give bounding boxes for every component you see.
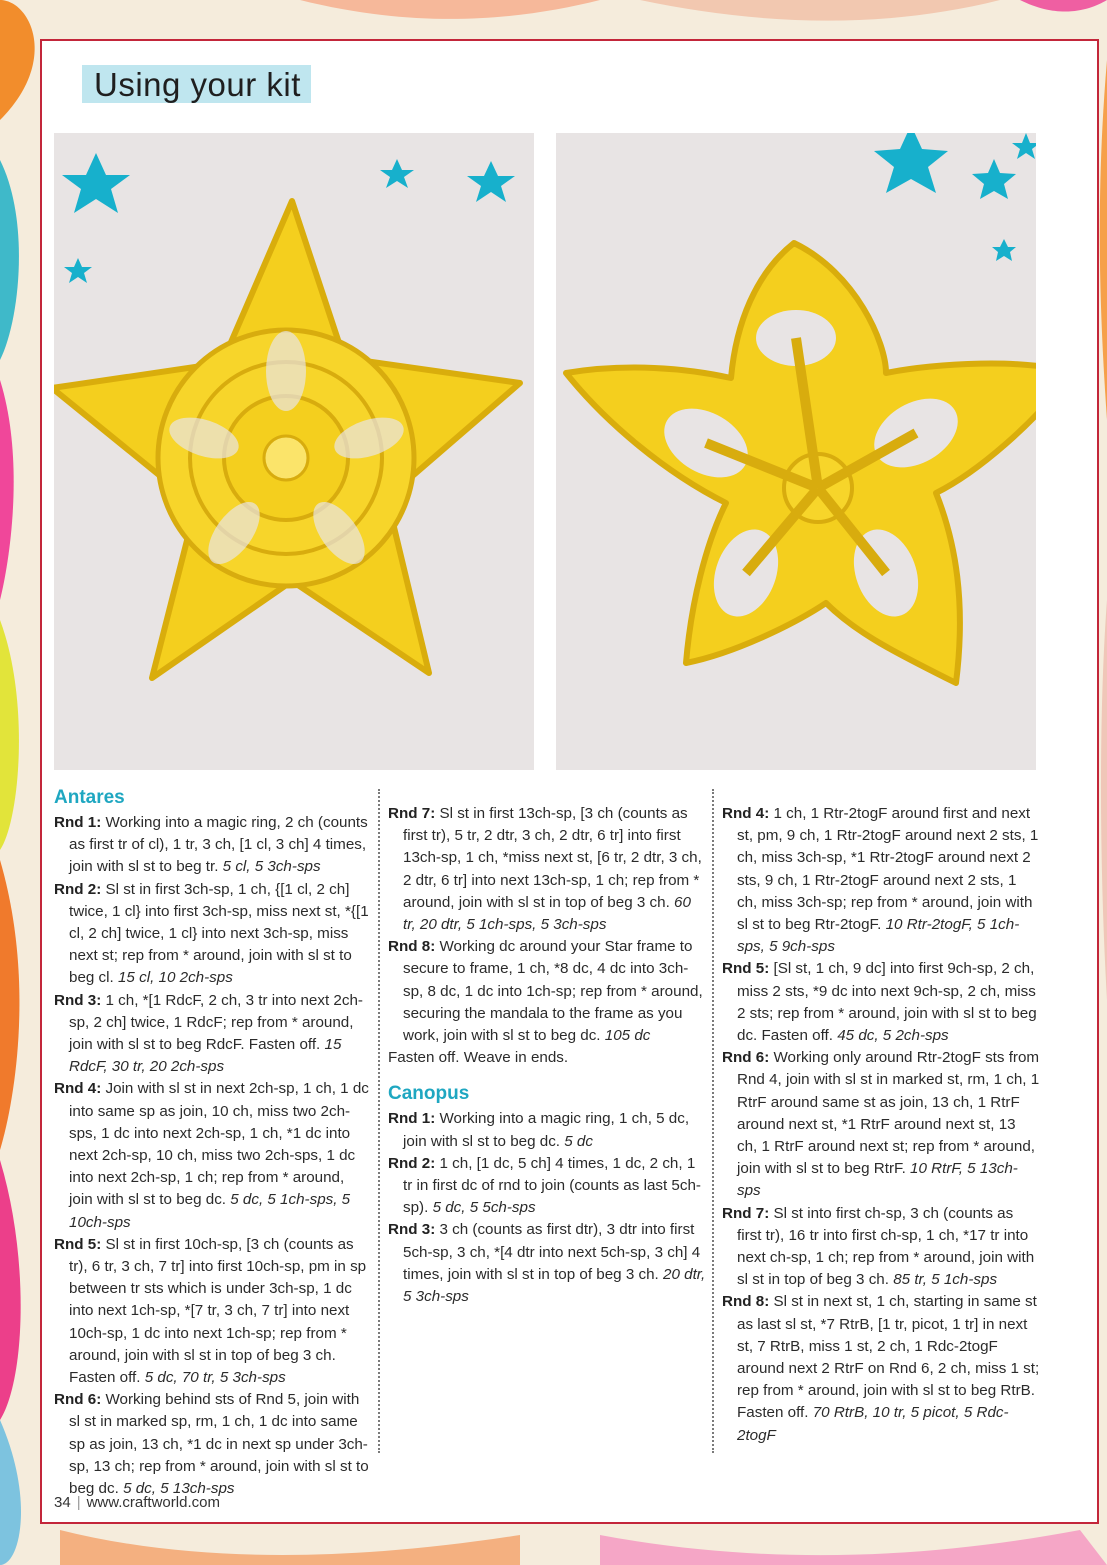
stitch-count: 45 dc, 5 2ch-sps (837, 1027, 949, 1045)
column-divider (712, 789, 714, 1453)
round-text: 1 ch, 1 Rtr-2togF around first and next st, pm, 9 ch, 1 Rtr-2togF around next 2 sts, 1 ch, miss 3ch-sp, *1 Rtr-2togF around next 2 sts, 9 ch, 1 Rtr-2togF around next 2 sts, 1 ch, miss 3ch-sp; rep from * around, join with sl st to beg Rtr-2togF. (737, 805, 1039, 934)
stitch-count: 10 RtrF, 5 13ch-sps (737, 1160, 1018, 1200)
round-label: Rnd 8: (388, 938, 436, 956)
round-label: Rnd 5: (722, 960, 770, 978)
round-text: Join with sl st in next 2ch-sp, 1 ch, 1 dc into same sp as join, 10 ch, miss two 2ch-sps, 1 dc into next 2ch-sp, 1 ch, *1 dc into next 2ch-sp, 10 ch, miss two 2ch-sps, 1 dc into next 2ch-sp, 1 ch; rep from * around, join with sl st to beg dc. (69, 1080, 369, 1209)
stitch-count: 10 Rtr-2togF, 5 1ch-sps, 5 9ch-sps (737, 916, 1020, 956)
round-text: [Sl st, 1 ch, 9 dc] into first 9ch-sp, 2 ch, miss 2 sts, *9 dc into next 9ch-sp, 2 ch, miss 2 sts; rep from * around, join with sl st to beg dc. Fasten off. (737, 960, 1037, 1045)
round-instruction (54, 1078, 372, 1233)
round-instruction (388, 1219, 706, 1308)
column-divider (378, 789, 380, 1453)
round-text: Sl st in first 10ch-sp, [3 ch (counts as tr), 6 tr, 3 ch, 7 tr] into first 10ch-sp, pm in sp between tr sts which is under 3ch-sp, 1 dc into next 1ch-sp, *[7 tr, 3 ch, 7 tr] into next 10ch-sp, 1 dc into next 1ch-sp; rep from * around, join with sl st in top of beg 3 ch. Fasten off. (69, 1235, 367, 1387)
round-instruction (722, 803, 1040, 958)
round-label: Rnd 6: (722, 1049, 770, 1067)
round-label: Rnd 2: (54, 880, 102, 898)
stitch-count: 20 dtr, 5 3ch-sps (403, 1265, 706, 1306)
stitch-count: 105 dc (604, 1027, 651, 1045)
pattern-column-1 (54, 785, 372, 1500)
round-label: Rnd 7: (388, 805, 436, 822)
round-instruction (722, 958, 1040, 1047)
round-label: Rnd 8: (722, 1293, 770, 1311)
pattern-column-3 (722, 803, 1040, 1447)
canopus-title: Canopus (388, 1083, 470, 1105)
stitch-count: 5 dc, 5 13ch-sps (123, 1480, 235, 1498)
round-instruction (54, 879, 372, 990)
stitch-count: 70 RtrB, 10 tr, 5 picot, 5 Rdc-2togF (737, 1404, 1009, 1444)
magazine-page (40, 39, 1099, 1524)
page-number: 34 (54, 1494, 71, 1511)
round-label: Rnd 3: (54, 991, 102, 1009)
website-link[interactable]: www.craftworld.com (86, 1494, 220, 1511)
round-instruction (388, 936, 706, 1047)
round-text: Working into a magic ring, 1 ch, 5 dc, join with sl st to beg dc. (403, 1110, 690, 1150)
round-label: Rnd 3: (388, 1221, 436, 1239)
round-label: Rnd 1: (388, 1110, 436, 1128)
finishing-note: Fasten off. Weave in ends. (388, 1049, 569, 1067)
round-text: 1 ch, [1 dc, 5 ch] 4 times, 1 dc, 2 ch, 1 tr in first dc of rnd to join (counts as last 5ch-sp). (403, 1154, 701, 1217)
round-label: Rnd 7: (722, 1204, 770, 1222)
round-label: Rnd 4: (722, 805, 770, 822)
stitch-count: 5 dc, 70 tr, 5 3ch-sps (144, 1369, 286, 1387)
round-instruction (722, 1291, 1040, 1446)
round-text: Working only around Rtr-2togF sts from Rnd 4, join with sl st in marked st, rm, 1 ch, 1 RtrF around same st as join, 13 ch, 1 RtrF around next st, *1 RtrF around next st, 13 ch, 1 RtrF around next st; rep from * around, join with sl st to beg RtrF. (737, 1049, 1040, 1178)
antares-title: Antares (54, 787, 125, 808)
stitch-count: 5 dc (564, 1132, 593, 1150)
page-footer (54, 1494, 220, 1511)
round-label: Rnd 5: (54, 1235, 102, 1253)
round-instruction (722, 1203, 1040, 1292)
pattern-column-2 (388, 803, 706, 1308)
round-instruction (388, 1153, 706, 1220)
stitch-count: 5 dc, 5 1ch-sps, 5 10ch-sps (69, 1191, 351, 1231)
round-text: Sl st in next st, 1 ch, starting in same st as last sl st, *7 RtrB, [1 tr, picot, 1 tr] in next st, 7 RtrB, miss 1 st, 2 ch, 1 Rdc-2togF around next 2 RtrF on Rnd 6, 2 ch, miss 1 st; rep from * around, join with sl st to beg RtrB. Fasten off. (737, 1293, 1040, 1422)
round-label: Rnd 2: (388, 1154, 436, 1172)
stitch-count: 15 cl, 10 2ch-sps (117, 969, 233, 987)
round-instruction (388, 803, 706, 936)
round-label: Rnd 6: (54, 1391, 102, 1409)
footer-separator: | (76, 1494, 81, 1511)
round-instruction (54, 1389, 372, 1500)
round-text: Working behind sts of Rnd 5, join with sl st in marked sp, rm, 1 ch, 1 dc into same sp as join, 13 ch, *1 dc in next sp under 3ch-sp, 13 ch; rep from * around, join with sl st to beg dc. (69, 1391, 369, 1498)
round-text: 1 ch, *[1 RdcF, 2 ch, 3 tr into next 2ch-sp, 2 ch] twice, 1 RdcF; rep from * around, join with sl st to beg RdcF. Fasten off. (69, 991, 363, 1054)
stitch-count: 60 tr, 20 dtr, 5 1ch-sps, 5 3ch-sps (403, 893, 691, 934)
canopus-photo (556, 133, 1036, 770)
round-instruction (722, 1047, 1040, 1202)
round-text: 3 ch (counts as first dtr), 3 dtr into first 5ch-sp, 3 ch, *[4 dtr into next 5ch-sp, 3 ch] 4 times, join with sl st in top of beg 3 ch. (403, 1221, 701, 1283)
round-label: Rnd 1: (54, 814, 102, 831)
round-label: Rnd 4: (54, 1080, 102, 1098)
round-text: Sl st into first ch-sp, 3 ch (counts as first tr), 16 tr into first ch-sp, 1 ch, *17 tr into next ch-sp, 1 ch; rep from * around, join with sl st in top of beg 3 ch. (737, 1204, 1035, 1289)
stitch-count: 5 dc, 5 5ch-sps (432, 1199, 536, 1217)
round-instruction (54, 990, 372, 1079)
stitch-count: 85 tr, 5 1ch-sps (893, 1271, 998, 1289)
stitch-count: 15 RdcF, 30 tr, 20 2ch-sps (69, 1036, 342, 1076)
round-instruction (54, 812, 372, 879)
page-heading: Using your kit (82, 65, 311, 103)
stitch-count: 5 cl, 5 3ch-sps (222, 858, 321, 876)
antares-photo (54, 133, 534, 770)
round-text: Working dc around your Star frame to secure to frame, 1 ch, *8 dc, 4 dc into 3ch-sp, 8 dc, 1 dc into 1ch-sp; rep from * around, securing the mandala to the frame as you work, join with sl st to beg dc. (403, 938, 703, 1045)
round-instruction (54, 1234, 372, 1389)
round-text: Working into a magic ring, 2 ch (counts as first tr of cl), 1 tr, 3 ch, [1 cl, 3 ch] 4 times, join with sl st to beg tr. (69, 814, 368, 876)
round-instruction (388, 1108, 706, 1152)
round-text: Sl st in first 3ch-sp, 1 ch, {[1 cl, 2 ch] twice, 1 cl} into first 3ch-sp, miss next st, *{[1 cl, 2 ch] twice, 1 cl} into next 3ch-sp, miss next st; rep from * around, join with sl st to beg cl. (69, 880, 369, 987)
round-text: Sl st in first 13ch-sp, [3 ch (counts as first tr), 5 tr, 2 dtr, 3 ch, 2 dtr, 6 tr] into first 13ch-sp, 1 ch, *miss next st, [6 tr, 2 dtr, 3 ch, 2 dtr, 6 tr] into next 13ch-sp, 1 ch; rep from * around, join with sl st in top of beg 3 ch. (403, 805, 702, 911)
